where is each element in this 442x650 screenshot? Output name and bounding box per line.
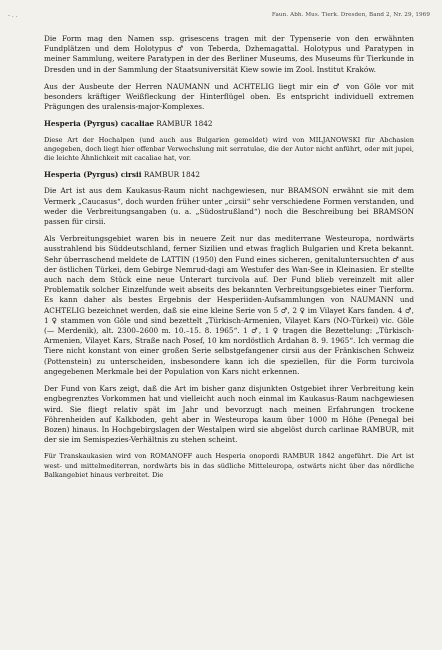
heading-cacaliae: [44, 119, 414, 129]
paragraph-grisescens: Die Form mag den Namen ssp. grisescens tragen mit der Typenserie von den erwähnten Fundplätzen und dem Holotypus ♂ von Teberda, Dzhemagattal. Holotypus und Paratypen in meiner Sammlung, weitere Paratypen in der des Berliner Museums, des Museums für Tierkunde in Dresden und in der Sammlung der Staatsuniversität Kiew sowie im Zool. Institut Kraków.: [44, 34, 414, 74]
page-marks: - . .: [8, 12, 18, 19]
paragraph-cirsii-kars: Der Fund von Kars zeigt, daß die Art im bisher ganz disjunkten Ostgebiet ihrer Verbreitung kein engbegrenztes Vorkommen hat und vielleicht auch noch einmal im Kaukasus-Raum nachgewiesen wird. Sie fliegt relativ spät im Jahr und bevorzugt nach meinen Erfahrungen trockene Föhrenheiden auf Kalkboden, geht aber in Westeuropa kaum über 1000 m Höhe (Penegal bei Bozen) hinaus. In Hochgebirgslagen der Westalpen wird sie abgelöst durch carlinae RAMBUR, mit der sie im Semispezies-Verhältnis zu stehen scheint.: [44, 384, 414, 445]
paragraph-cirsii-intro: Die Art ist aus dem Kaukasus-Raum nicht nachgewiesen, nur BRAMSON erwähnt sie mit dem Vermerk „Caucasus“, doch wurden früher unter „cirsii“ sehr verschiedene Formen verstanden, und weder die Verbreitungsangaben (u. a. „Südostrußland“) noch die Beschreibung bei BRAMSON passen für cirsii.: [44, 186, 414, 227]
paragraph-onopordi: Für Transkaukasien wird von ROMANOFF auch Hesperia onopordi RAMBUR 1842 angeführt. Die Art ist west- und mittelmediterran, nordwärts bis in das südliche Mitteleuropa, ostwärts nicht über das nördliche Balkangebiet hinaus verbreitet. Die: [44, 452, 414, 479]
heading-cacaliae-name: Hesperia (Pyrgus) cacaliae: [44, 119, 155, 129]
running-head: Faun. Abh. Mus. Tierk. Dresden, Band 2, Nr. 29, 1969: [271, 12, 430, 18]
heading-cirsii-author: RAMBUR 1842: [141, 170, 200, 180]
paragraph-cacaliae: Diese Art der Hochalpen (und auch aus Bulgarien gemeldet) wird von MILJANOWSKI für Abchasien angegeben, doch liegt hier offenbar Verwechslung mit serratulae, die der Autor nicht anführt, oder mit jupei, die leichte Ähnlichkeit mit cacaliae hat, vor.: [44, 135, 414, 163]
heading-cacaliae-author: RAMBUR 1842: [154, 119, 213, 129]
heading-cirsii-name: Hesperia (Pyrgus) cirsii: [44, 170, 142, 180]
heading-cirsii: [44, 170, 414, 180]
paragraph-naumann-achtelig: Aus der Ausbeute der Herren NAUMANN und ACHTELIG liegt mir ein ♂ von Göle vor mit besonders kräftiger Weißfleckung der Hinterflügel oben. Es entspricht individuell extremen Prägungen des uralensis-major-Komplexes.: [44, 81, 414, 112]
body-text: [44, 34, 414, 485]
paragraph-cirsii-distribution: Als Verbreitungsgebiet waren bis in neuere Zeit nur das mediterrane Westeuropa, nordwärts ausstrahlend bis Süddeutschland, ferner Sizilien und etwas fraglich Bulgarien und Kreta bekannt. Sehr überraschend meldete de LATTIN (1950) den Fund eines sicheren, genitaluntersuchten ♂ aus der östlichen Türkei, dem Gebirge Nemrud-dagi am Westufer des Wan-See in Kleinasien. Er stellte auch nach dem Stück eine neue Unterart turcivola auf. Der Fund blieb vereinzelt mit aller Problematik solcher Einzelfunde weit abseits des bekannten Verbreitungsgebietes einer Tierform. Es kann daher als bestes Ergebnis der Hesperiiden-Aufsammlungen von NAUMANN und ACHTELIG bezeichnet werden, daß sie eine kleine Serie von 5 ♂, 2 ♀ im Vilayet Kars fanden. 4 ♂, 1 ♀ stammen von Göle und sind bezettelt „Türkisch-Armenien, Vilayet Kars (NO-Türkei) vic. Göle (— Merdenik), alt. 2300–2600 m. 10.–15. 8. 1965“. 1 ♂, 1 ♀ tragen die Bezettelung: „Türkisch-Armenien, Vilayet Kars, Straße nach Posef, 10 km nordöstlich Ardahan 8. 9. 1965“. Ich vermag die Tiere nicht konstant von einer großen Serie selbstgefangener cirsii aus der Fränkischen Schweiz (Pottenstein) zu unterscheiden, insbesondere kann ich die speziellen, für die Form turcivola angegebenen Merkmale bei der Population von Kars nicht erkennen.: [44, 234, 414, 376]
